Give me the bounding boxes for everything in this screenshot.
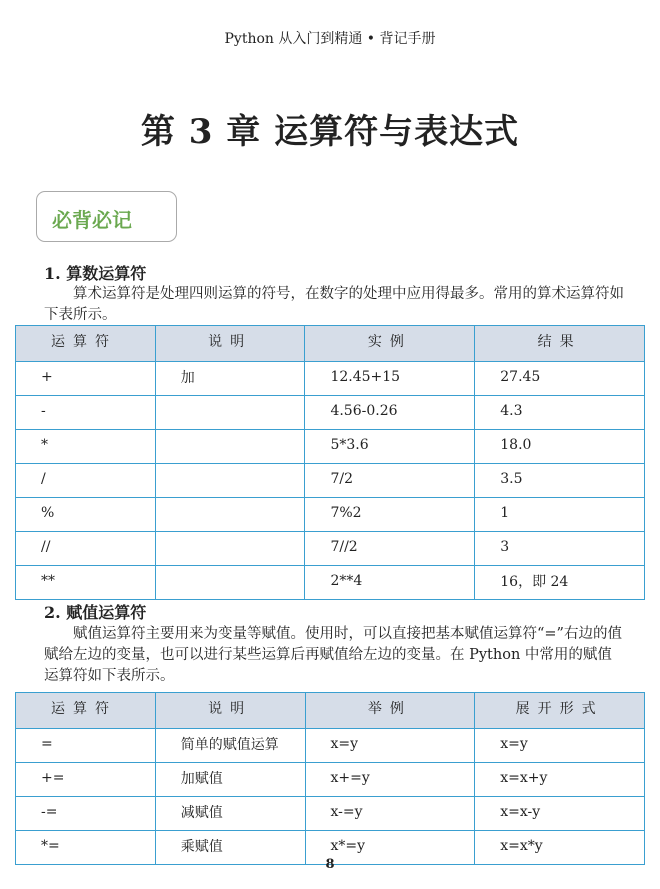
table-cell: x=x-y xyxy=(475,797,645,831)
table-row xyxy=(16,797,645,831)
header-cell: 运算符 xyxy=(16,693,156,729)
header-cell: 展开形式 xyxy=(475,693,645,729)
section1-heading: 1. 算数运算符 xyxy=(44,264,147,283)
table-cell: x-=y xyxy=(305,797,475,831)
table-cell: 5*3.6 xyxy=(305,430,475,464)
table-cell xyxy=(155,396,305,430)
table-cell: 1 xyxy=(475,498,645,532)
table-cell: 乘赋值 xyxy=(155,831,305,865)
table-cell: x+=y xyxy=(305,763,475,797)
table-cell: 7%2 xyxy=(305,498,475,532)
header-cell: 说明 xyxy=(155,693,305,729)
table-cell: / xyxy=(16,464,156,498)
chapter-title: 第 3 章 运算符与表达式 xyxy=(140,112,520,152)
table-row xyxy=(16,362,645,396)
table-cell: x=y xyxy=(475,729,645,763)
table-row xyxy=(16,498,645,532)
table-cell: *= xyxy=(16,831,156,865)
table-row xyxy=(16,532,645,566)
table-cell: 3.5 xyxy=(475,464,645,498)
running-head: Python 从入门到精通 • 背记手册 xyxy=(224,31,436,47)
table-cell: x=x*y xyxy=(475,831,645,865)
table-cell: 加赋值 xyxy=(155,763,305,797)
table-cell: * xyxy=(16,430,156,464)
table-row xyxy=(16,464,645,498)
assignment-operators-table xyxy=(15,692,645,865)
table-cell: // xyxy=(16,532,156,566)
table-cell xyxy=(155,464,305,498)
table-cell: += xyxy=(16,763,156,797)
table-row xyxy=(16,430,645,464)
table-cell: x=y xyxy=(305,729,475,763)
table-cell xyxy=(155,532,305,566)
table-cell: 4.56-0.26 xyxy=(305,396,475,430)
arithmetic-operators-table xyxy=(15,325,645,600)
page-number: 8 xyxy=(325,857,335,872)
table-cell: = xyxy=(16,729,156,763)
table-cell: 12.45+15 xyxy=(305,362,475,396)
table-cell: 7//2 xyxy=(305,532,475,566)
must-memorize-badge xyxy=(36,191,177,242)
header-cell: 实例 xyxy=(305,326,475,362)
table-row xyxy=(16,566,645,600)
table-cell: 4.3 xyxy=(475,396,645,430)
table-cell: 16，即 24 xyxy=(475,566,645,600)
section1-paragraph: 算术运算符是处理四则运算的符号，在数字的处理中应用得最多。常用的算术运算符如下表所示。 xyxy=(44,286,624,323)
table-cell xyxy=(155,566,305,600)
table-cell: + xyxy=(16,362,156,396)
table-header-row xyxy=(16,326,645,362)
table-row xyxy=(16,763,645,797)
section2-heading: 2. 赋值运算符 xyxy=(44,603,147,622)
header-cell: 运算符 xyxy=(16,326,156,362)
header-cell: 举例 xyxy=(305,693,475,729)
table-cell xyxy=(155,430,305,464)
section2-paragraph: 赋值运算符主要用来为变量等赋值。使用时，可以直接把基本赋值运算符“=”右边的值赋给左边的变量，也可以进行某些运算后再赋值给左边的变量。在 Python 中常用的赋值运算符如下表所示。 xyxy=(44,626,622,684)
table-cell: 简单的赋值运算 xyxy=(155,729,305,763)
table-cell: x*=y xyxy=(305,831,475,865)
table-cell: 加 xyxy=(155,362,305,396)
table-cell: - xyxy=(16,396,156,430)
table-cell: 3 xyxy=(475,532,645,566)
table-cell: 2**4 xyxy=(305,566,475,600)
badge-label: 必背必记 xyxy=(52,208,132,232)
table-cell: 减赋值 xyxy=(155,797,305,831)
table-cell xyxy=(155,498,305,532)
table-row xyxy=(16,396,645,430)
table-cell: x=x+y xyxy=(475,763,645,797)
table-cell: 18.0 xyxy=(475,430,645,464)
table-header-row xyxy=(16,693,645,729)
table-cell: % xyxy=(16,498,156,532)
header-cell: 说明 xyxy=(155,326,305,362)
table-cell: -= xyxy=(16,797,156,831)
header-cell: 结果 xyxy=(475,326,645,362)
table-row xyxy=(16,729,645,763)
table-cell: ** xyxy=(16,566,156,600)
table-cell: 27.45 xyxy=(475,362,645,396)
table-cell: 7/2 xyxy=(305,464,475,498)
